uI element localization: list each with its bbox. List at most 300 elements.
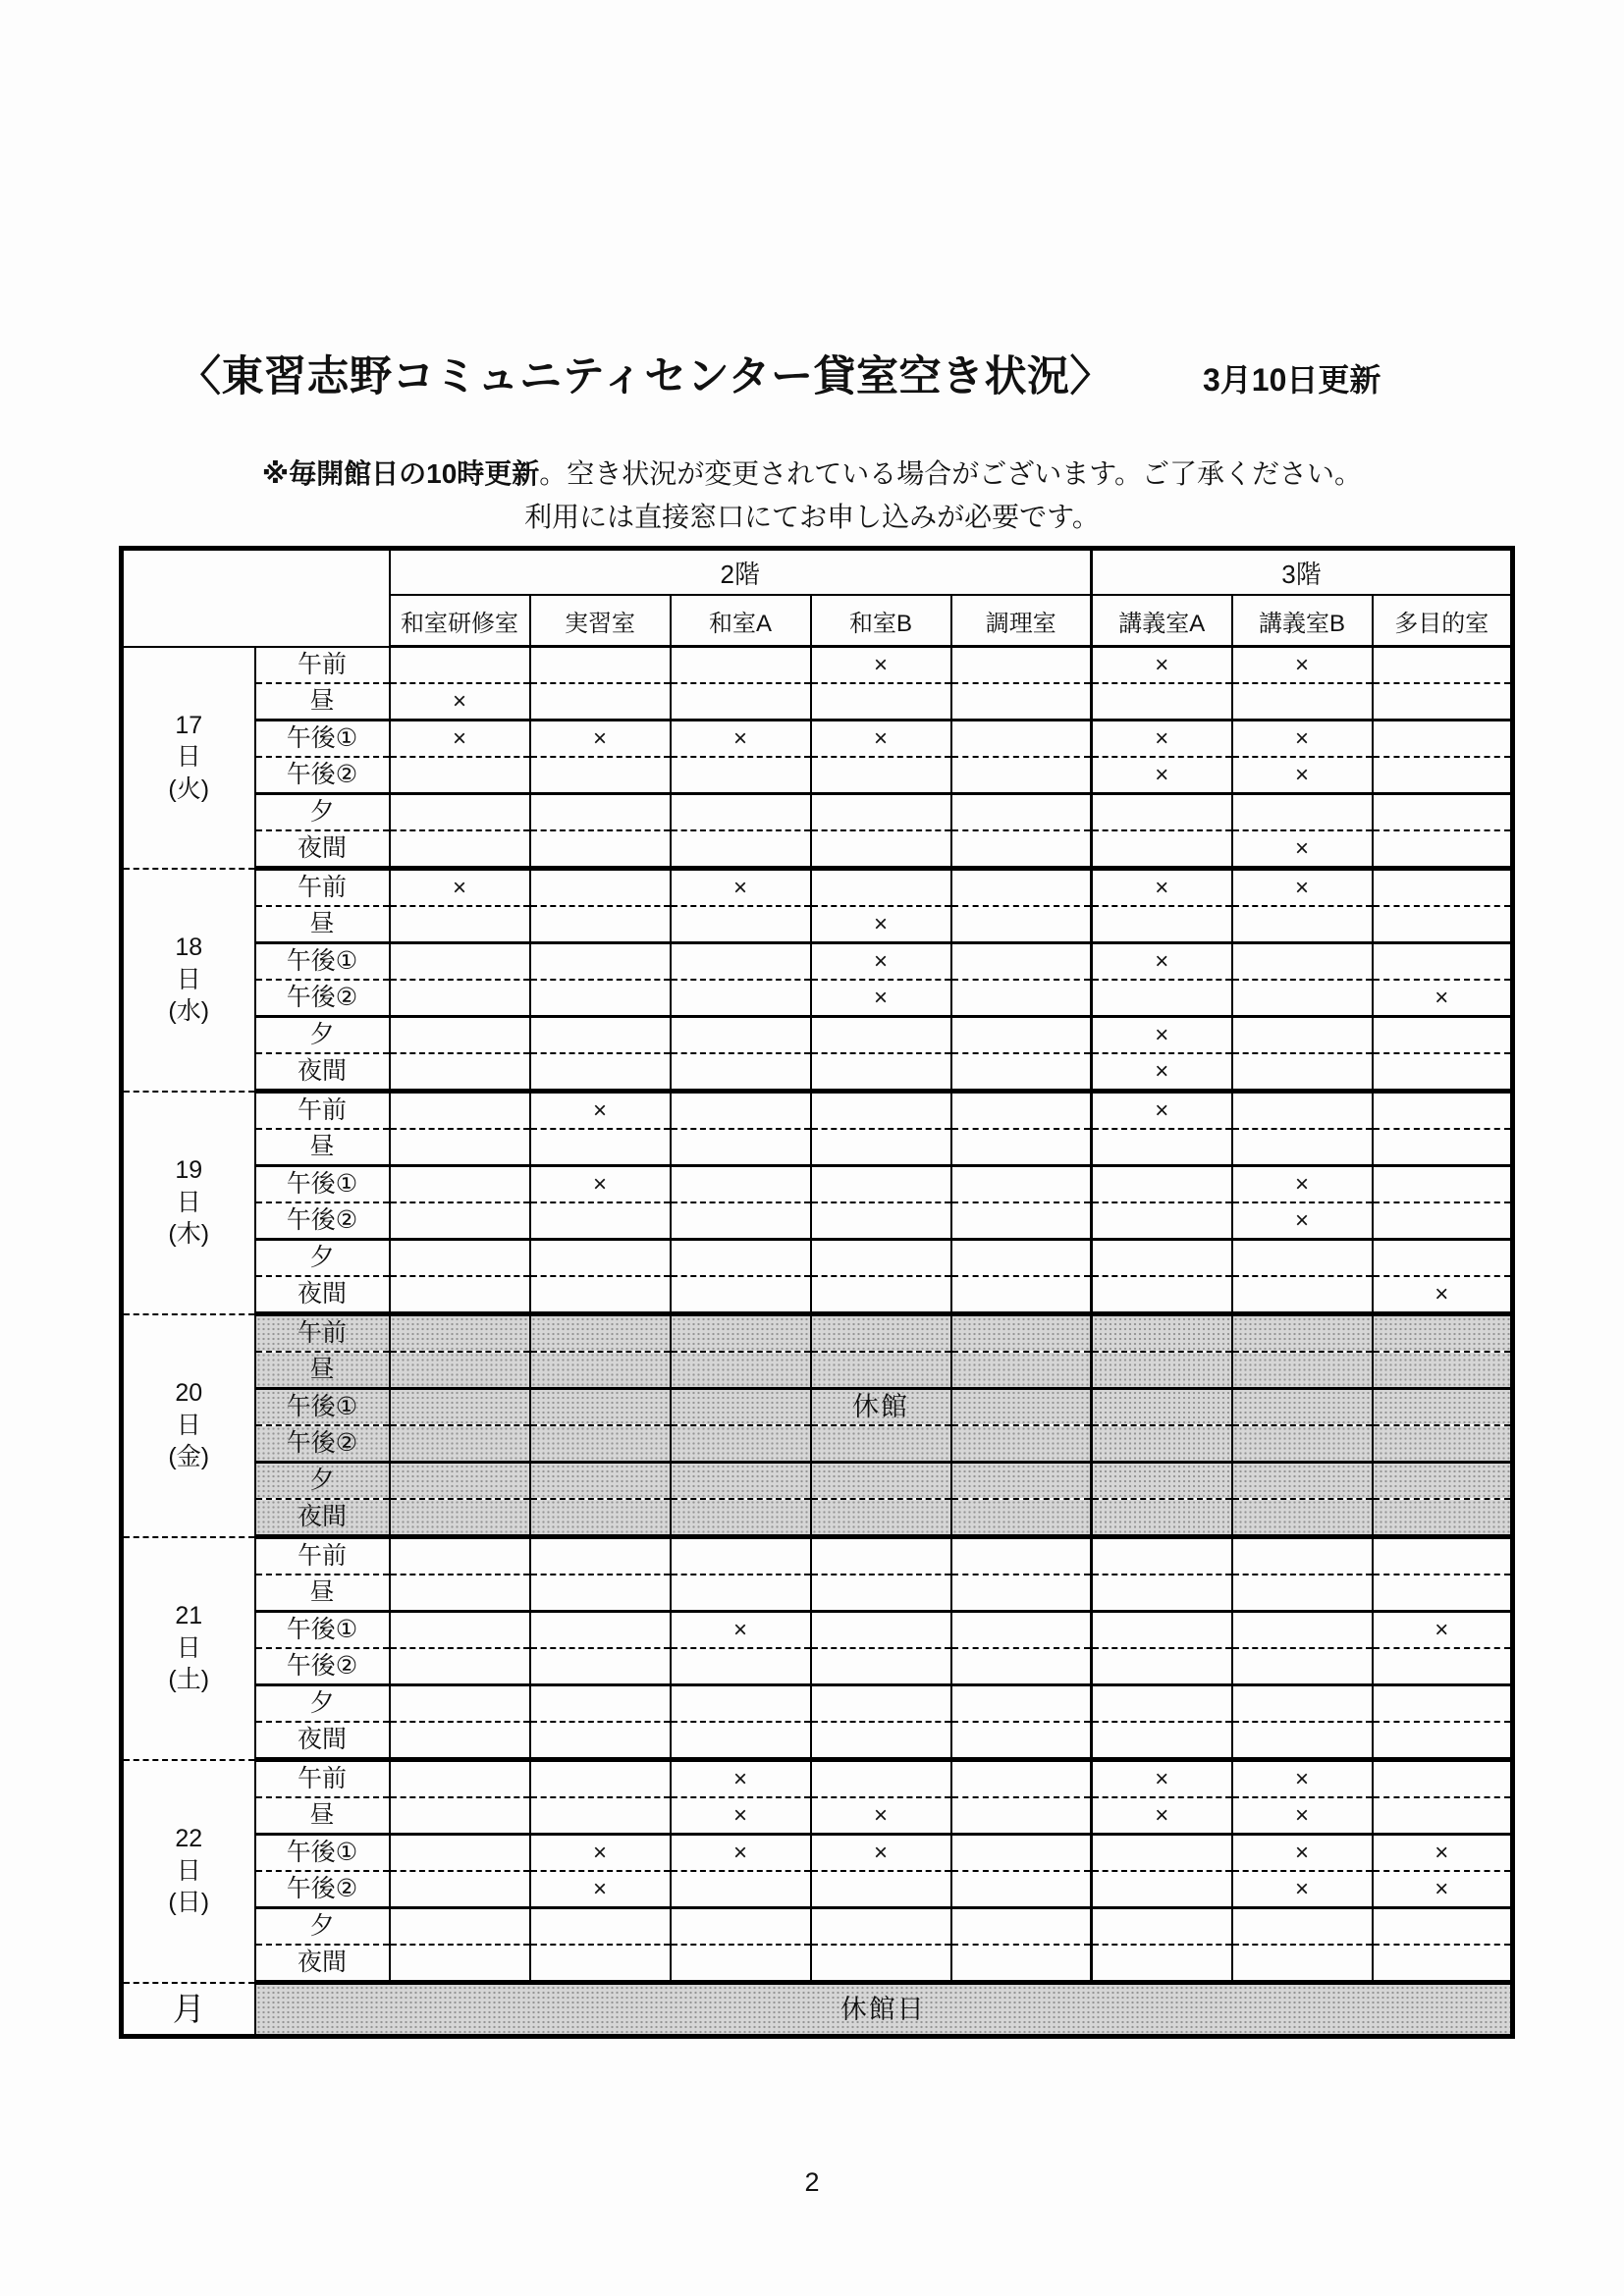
availability-cell bbox=[951, 1053, 1092, 1092]
availability-cell bbox=[390, 906, 530, 943]
availability-cell bbox=[1373, 757, 1513, 794]
slot-row-18-1 bbox=[122, 906, 1513, 943]
availability-cell bbox=[951, 1017, 1092, 1054]
availability-cell bbox=[390, 1017, 530, 1054]
availability-cell bbox=[951, 683, 1092, 721]
time-slot-label: 昼 bbox=[255, 1797, 390, 1835]
slot-row-22-4 bbox=[122, 1908, 1513, 1946]
availability-cell bbox=[951, 1129, 1092, 1166]
availability-cell bbox=[951, 1463, 1092, 1500]
slot-row-17-5 bbox=[122, 830, 1513, 869]
date-cell-line: (金) bbox=[168, 1443, 210, 1471]
availability-cell bbox=[1092, 1722, 1232, 1760]
availability-cell bbox=[1373, 830, 1513, 869]
availability-cell: × bbox=[1232, 1760, 1373, 1798]
availability-cell bbox=[1232, 980, 1373, 1017]
availability-cell bbox=[1092, 980, 1232, 1017]
availability-cell bbox=[951, 906, 1092, 943]
room-header-1: 和室研修室 bbox=[390, 595, 530, 647]
availability-cell bbox=[1373, 721, 1513, 758]
availability-cell bbox=[671, 1053, 811, 1092]
slot-row-20-3 bbox=[122, 1425, 1513, 1463]
availability-cell bbox=[951, 1945, 1092, 1983]
time-slot-label: 午前 bbox=[255, 1760, 390, 1798]
availability-cell bbox=[390, 1612, 530, 1649]
availability-cell bbox=[530, 1240, 671, 1277]
availability-cell bbox=[530, 1797, 671, 1835]
availability-cell bbox=[390, 980, 530, 1017]
time-slot-label: 午前 bbox=[255, 869, 390, 907]
availability-cell bbox=[951, 1722, 1092, 1760]
title-row bbox=[0, 344, 1624, 403]
time-slot-label: 午後① bbox=[255, 1612, 390, 1649]
availability-cell bbox=[530, 1463, 671, 1500]
availability-cell bbox=[811, 1352, 951, 1389]
time-slot-label: 夕 bbox=[255, 1463, 390, 1500]
availability-cell bbox=[951, 757, 1092, 794]
availability-cell bbox=[530, 1945, 671, 1983]
availability-cell bbox=[1373, 1797, 1513, 1835]
availability-cell bbox=[530, 1425, 671, 1463]
time-slot-label: 夕 bbox=[255, 1908, 390, 1946]
time-slot-label: 夜間 bbox=[255, 1276, 390, 1314]
availability-cell bbox=[671, 1499, 811, 1537]
availability-cell bbox=[390, 1276, 530, 1314]
date-cell-20 bbox=[122, 1314, 255, 1537]
availability-cell: × bbox=[1232, 757, 1373, 794]
availability-cell bbox=[811, 1129, 951, 1166]
availability-cell bbox=[951, 1537, 1092, 1575]
date-cell-line: 22 bbox=[175, 1825, 203, 1853]
availability-cell bbox=[1092, 1871, 1232, 1908]
date-cell-line: (火) bbox=[168, 774, 210, 803]
time-slot-label: 午後② bbox=[255, 757, 390, 794]
availability-cell bbox=[1232, 1092, 1373, 1130]
availability-cell: × bbox=[530, 721, 671, 758]
availability-cell bbox=[390, 1760, 530, 1798]
availability-cell bbox=[1092, 1945, 1232, 1983]
availability-cell: × bbox=[1092, 757, 1232, 794]
availability-cell bbox=[530, 683, 671, 721]
availability-cell bbox=[1373, 1053, 1513, 1092]
availability-cell bbox=[1092, 1352, 1232, 1389]
availability-cell: × bbox=[1092, 721, 1232, 758]
availability-cell bbox=[1232, 1575, 1373, 1612]
availability-cell bbox=[530, 1537, 671, 1575]
date-cell-18 bbox=[122, 869, 255, 1092]
availability-cell bbox=[1373, 1352, 1513, 1389]
time-slot-label: 夜間 bbox=[255, 1499, 390, 1537]
availability-cell bbox=[1373, 1908, 1513, 1946]
availability-cell bbox=[811, 1276, 951, 1314]
blank-corner-cell bbox=[122, 549, 390, 647]
availability-cell bbox=[530, 1612, 671, 1649]
availability-cell: × bbox=[1373, 1871, 1513, 1908]
slot-row-20-1 bbox=[122, 1352, 1513, 1389]
time-slot-label: 午後① bbox=[255, 721, 390, 758]
time-slot-label: 昼 bbox=[255, 1575, 390, 1612]
availability-cell: × bbox=[671, 869, 811, 907]
slot-row-17-4 bbox=[122, 794, 1513, 831]
availability-cell bbox=[671, 980, 811, 1017]
availability-cell bbox=[1092, 1276, 1232, 1314]
availability-cell bbox=[951, 1352, 1092, 1389]
availability-cell bbox=[1373, 1389, 1513, 1426]
availability-cell bbox=[671, 1092, 811, 1130]
availability-cell bbox=[1232, 1648, 1373, 1685]
availability-cell bbox=[951, 794, 1092, 831]
availability-cell bbox=[1373, 1945, 1513, 1983]
availability-cell bbox=[951, 1612, 1092, 1649]
availability-cell bbox=[1092, 1685, 1232, 1723]
availability-cell bbox=[530, 757, 671, 794]
availability-cell: × bbox=[671, 1612, 811, 1649]
availability-cell bbox=[811, 1945, 951, 1983]
time-slot-label: 夜間 bbox=[255, 1945, 390, 1983]
availability-cell: × bbox=[1232, 1166, 1373, 1203]
monday-label: 月 bbox=[122, 1983, 255, 2037]
availability-cell bbox=[530, 1314, 671, 1353]
note-line-1 bbox=[0, 453, 1624, 492]
note-line-1-bold: ※毎開館日の10時更新 bbox=[261, 458, 540, 489]
slot-row-18-5 bbox=[122, 1053, 1513, 1092]
date-cell-line: 日 bbox=[176, 743, 201, 772]
availability-cell: × bbox=[530, 1092, 671, 1130]
availability-cell bbox=[1232, 906, 1373, 943]
time-slot-label: 夕 bbox=[255, 794, 390, 831]
date-cell-line: 18 bbox=[175, 934, 203, 962]
availability-cell bbox=[811, 757, 951, 794]
availability-cell bbox=[951, 1092, 1092, 1130]
slot-row-19-0 bbox=[122, 1092, 1513, 1130]
closed-label: 休館 bbox=[811, 1389, 951, 1426]
availability-cell bbox=[390, 1352, 530, 1389]
availability-cell bbox=[1373, 1722, 1513, 1760]
room-header-2: 実習室 bbox=[530, 595, 671, 647]
time-slot-label: 昼 bbox=[255, 683, 390, 721]
time-slot-label: 午前 bbox=[255, 1092, 390, 1130]
slot-row-21-3 bbox=[122, 1648, 1513, 1685]
availability-cell bbox=[1092, 1166, 1232, 1203]
availability-cell bbox=[1232, 1314, 1373, 1353]
availability-cell bbox=[390, 1499, 530, 1537]
availability-cell bbox=[1092, 1425, 1232, 1463]
availability-cell bbox=[1092, 1575, 1232, 1612]
availability-cell bbox=[671, 794, 811, 831]
availability-cell bbox=[811, 1537, 951, 1575]
page-title: 〈東習志野コミュニティセンター貸室空き状況〉 bbox=[179, 353, 1112, 400]
availability-cell bbox=[811, 830, 951, 869]
availability-cell bbox=[811, 1053, 951, 1092]
time-slot-label: 昼 bbox=[255, 1352, 390, 1389]
date-cell-line: (水) bbox=[168, 997, 210, 1026]
slot-row-17-1 bbox=[122, 683, 1513, 721]
availability-cell bbox=[390, 1537, 530, 1575]
availability-cell bbox=[1373, 1129, 1513, 1166]
time-slot-label: 午前 bbox=[255, 1314, 390, 1353]
time-slot-label: 午前 bbox=[255, 647, 390, 684]
date-cell-line: 日 bbox=[176, 1633, 201, 1662]
slot-row-17-0 bbox=[122, 647, 1513, 684]
date-cell-line: 20 bbox=[175, 1379, 203, 1408]
availability-cell bbox=[671, 1389, 811, 1426]
date-cell-17 bbox=[122, 647, 255, 869]
availability-cell bbox=[811, 1760, 951, 1798]
availability-cell bbox=[390, 943, 530, 981]
availability-cell bbox=[811, 683, 951, 721]
availability-cell bbox=[390, 1463, 530, 1500]
availability-cell bbox=[671, 1722, 811, 1760]
date-cell-21 bbox=[122, 1537, 255, 1760]
availability-cell bbox=[530, 1352, 671, 1389]
availability-cell bbox=[390, 1425, 530, 1463]
slot-row-22-0 bbox=[122, 1760, 1513, 1798]
availability-cell: × bbox=[1092, 1797, 1232, 1835]
availability-cell bbox=[1232, 1129, 1373, 1166]
availability-cell bbox=[951, 1314, 1092, 1353]
availability-cell bbox=[1092, 1612, 1232, 1649]
availability-cell bbox=[811, 1463, 951, 1500]
availability-cell: × bbox=[1092, 1017, 1232, 1054]
availability-cell bbox=[1373, 1760, 1513, 1798]
availability-cell: × bbox=[1092, 1092, 1232, 1130]
availability-cell bbox=[811, 1648, 951, 1685]
date-cell-line: 日 bbox=[176, 1188, 201, 1216]
slot-row-22-3 bbox=[122, 1871, 1513, 1908]
availability-cell: × bbox=[1092, 1053, 1232, 1092]
availability-cell bbox=[1373, 647, 1513, 684]
availability-cell bbox=[1092, 1835, 1232, 1872]
availability-cell bbox=[530, 1053, 671, 1092]
availability-cell bbox=[671, 1314, 811, 1353]
time-slot-label: 午後① bbox=[255, 1835, 390, 1872]
availability-cell bbox=[390, 1389, 530, 1426]
availability-cell bbox=[1232, 1425, 1373, 1463]
availability-cell bbox=[390, 647, 530, 684]
slot-row-21-0 bbox=[122, 1537, 1513, 1575]
slot-row-18-4 bbox=[122, 1017, 1513, 1054]
availability-cell: × bbox=[1232, 1797, 1373, 1835]
availability-cell bbox=[811, 794, 951, 831]
availability-cell bbox=[811, 1017, 951, 1054]
slot-row-17-3 bbox=[122, 757, 1513, 794]
availability-cell bbox=[811, 1166, 951, 1203]
availability-cell bbox=[1373, 1575, 1513, 1612]
availability-cell bbox=[390, 757, 530, 794]
date-cell-line: (日) bbox=[168, 1889, 210, 1917]
slot-row-20-5 bbox=[122, 1499, 1513, 1537]
room-header-5: 調理室 bbox=[951, 595, 1092, 647]
availability-cell bbox=[1092, 1314, 1232, 1353]
room-header-6: 講義室A bbox=[1092, 595, 1232, 647]
availability-cell bbox=[951, 1871, 1092, 1908]
availability-cell bbox=[1232, 1945, 1373, 1983]
availability-cell bbox=[1232, 683, 1373, 721]
availability-cell bbox=[1232, 943, 1373, 981]
availability-cell bbox=[811, 1908, 951, 1946]
availability-cell: × bbox=[390, 683, 530, 721]
floor-header-2f: 2階 bbox=[390, 549, 1092, 596]
slot-row-21-4 bbox=[122, 1685, 1513, 1723]
date-cell-line: 19 bbox=[175, 1156, 203, 1185]
time-slot-label: 夜間 bbox=[255, 830, 390, 869]
availability-cell bbox=[671, 1202, 811, 1240]
availability-cell: × bbox=[1373, 1835, 1513, 1872]
availability-cell: × bbox=[671, 1797, 811, 1835]
availability-cell bbox=[811, 1092, 951, 1130]
availability-cell bbox=[1373, 1537, 1513, 1575]
page-number: 2 bbox=[804, 2167, 820, 2197]
availability-cell bbox=[671, 1240, 811, 1277]
availability-cell bbox=[390, 1648, 530, 1685]
availability-cell bbox=[1373, 1017, 1513, 1054]
availability-cell bbox=[951, 647, 1092, 684]
availability-cell bbox=[1232, 1017, 1373, 1054]
slot-row-20-0 bbox=[122, 1314, 1513, 1353]
slot-row-19-4 bbox=[122, 1240, 1513, 1277]
date-cell-line: 21 bbox=[175, 1602, 203, 1630]
availability-cell bbox=[671, 757, 811, 794]
availability-cell bbox=[811, 1425, 951, 1463]
availability-cell bbox=[951, 830, 1092, 869]
availability-cell bbox=[1232, 1389, 1373, 1426]
availability-cell bbox=[1232, 1053, 1373, 1092]
availability-cell bbox=[1092, 1648, 1232, 1685]
availability-cell bbox=[951, 1202, 1092, 1240]
availability-cell bbox=[951, 1166, 1092, 1203]
availability-cell bbox=[390, 1835, 530, 1872]
time-slot-label: 夜間 bbox=[255, 1722, 390, 1760]
availability-cell bbox=[1373, 869, 1513, 907]
availability-cell: × bbox=[811, 943, 951, 981]
slot-row-20-2 bbox=[122, 1389, 1513, 1426]
availability-cell bbox=[951, 1797, 1092, 1835]
availability-cell bbox=[1232, 1276, 1373, 1314]
availability-cell bbox=[530, 830, 671, 869]
availability-cell: × bbox=[530, 1871, 671, 1908]
availability-cell: × bbox=[530, 1166, 671, 1203]
availability-cell bbox=[951, 721, 1092, 758]
availability-cell bbox=[671, 830, 811, 869]
availability-cell bbox=[390, 830, 530, 869]
availability-cell bbox=[1232, 1612, 1373, 1649]
availability-cell bbox=[1373, 1202, 1513, 1240]
time-slot-label: 昼 bbox=[255, 1129, 390, 1166]
availability-cell bbox=[811, 1575, 951, 1612]
availability-cell bbox=[671, 683, 811, 721]
time-slot-label: 午後② bbox=[255, 1648, 390, 1685]
availability-cell bbox=[390, 1722, 530, 1760]
availability-cell bbox=[951, 1575, 1092, 1612]
availability-cell bbox=[390, 1129, 530, 1166]
availability-cell bbox=[390, 1166, 530, 1203]
availability-cell bbox=[1232, 1463, 1373, 1500]
slot-row-18-2 bbox=[122, 943, 1513, 981]
availability-cell bbox=[951, 980, 1092, 1017]
availability-cell bbox=[1373, 1166, 1513, 1203]
slot-row-19-3 bbox=[122, 1202, 1513, 1240]
date-cell-line: 日 bbox=[176, 1856, 201, 1885]
time-slot-label: 午後② bbox=[255, 1425, 390, 1463]
time-slot-label: 午後① bbox=[255, 943, 390, 981]
room-header-4: 和室B bbox=[811, 595, 951, 647]
availability-cell bbox=[1373, 1425, 1513, 1463]
slot-row-22-1 bbox=[122, 1797, 1513, 1835]
availability-cell: × bbox=[1232, 830, 1373, 869]
availability-cell bbox=[951, 1240, 1092, 1277]
availability-cell bbox=[671, 1685, 811, 1723]
availability-cell: × bbox=[530, 1835, 671, 1872]
availability-cell bbox=[390, 1685, 530, 1723]
availability-cell bbox=[671, 1945, 811, 1983]
availability-cell bbox=[811, 1202, 951, 1240]
availability-cell bbox=[671, 1425, 811, 1463]
availability-cell bbox=[951, 1425, 1092, 1463]
slot-row-20-4 bbox=[122, 1463, 1513, 1500]
availability-cell bbox=[1092, 1908, 1232, 1946]
availability-cell bbox=[951, 1648, 1092, 1685]
availability-cell bbox=[811, 1722, 951, 1760]
date-cell-line: 日 bbox=[176, 1411, 201, 1439]
availability-cell bbox=[1373, 1685, 1513, 1723]
availability-cell bbox=[530, 1276, 671, 1314]
availability-cell bbox=[1092, 1499, 1232, 1537]
availability-cell bbox=[530, 943, 671, 981]
availability-cell: × bbox=[1232, 1871, 1373, 1908]
availability-cell bbox=[530, 869, 671, 907]
availability-cell bbox=[671, 1166, 811, 1203]
availability-cell bbox=[530, 647, 671, 684]
availability-cell bbox=[530, 1129, 671, 1166]
slot-row-21-1 bbox=[122, 1575, 1513, 1612]
availability-cell bbox=[811, 1871, 951, 1908]
table-body bbox=[122, 647, 1513, 2037]
availability-cell bbox=[1092, 906, 1232, 943]
availability-cell bbox=[951, 1499, 1092, 1537]
availability-cell bbox=[1232, 1537, 1373, 1575]
availability-cell: × bbox=[671, 721, 811, 758]
availability-cell bbox=[390, 1945, 530, 1983]
availability-cell bbox=[671, 1463, 811, 1500]
availability-cell bbox=[671, 1648, 811, 1685]
availability-cell bbox=[1232, 794, 1373, 831]
availability-cell bbox=[951, 869, 1092, 907]
availability-cell bbox=[1232, 1240, 1373, 1277]
availability-cell bbox=[671, 1871, 811, 1908]
time-slot-label: 夕 bbox=[255, 1240, 390, 1277]
availability-cell: × bbox=[811, 1797, 951, 1835]
availability-cell bbox=[951, 1908, 1092, 1946]
availability-cell: × bbox=[1092, 647, 1232, 684]
availability-cell bbox=[390, 1314, 530, 1353]
date-cell-line: (土) bbox=[168, 1666, 210, 1694]
availability-cell bbox=[530, 1575, 671, 1612]
availability-cell bbox=[390, 1908, 530, 1946]
availability-cell bbox=[951, 1685, 1092, 1723]
date-cell-22 bbox=[122, 1760, 255, 1983]
slot-row-19-1 bbox=[122, 1129, 1513, 1166]
time-slot-label: 午後② bbox=[255, 980, 390, 1017]
availability-cell bbox=[390, 1053, 530, 1092]
availability-cell bbox=[1373, 943, 1513, 981]
room-header-7: 講義室B bbox=[1232, 595, 1373, 647]
room-header-8: 多目的室 bbox=[1373, 595, 1513, 647]
availability-cell: × bbox=[811, 721, 951, 758]
availability-cell bbox=[390, 1797, 530, 1835]
availability-cell bbox=[811, 1314, 951, 1353]
availability-cell: × bbox=[811, 647, 951, 684]
availability-cell bbox=[671, 906, 811, 943]
